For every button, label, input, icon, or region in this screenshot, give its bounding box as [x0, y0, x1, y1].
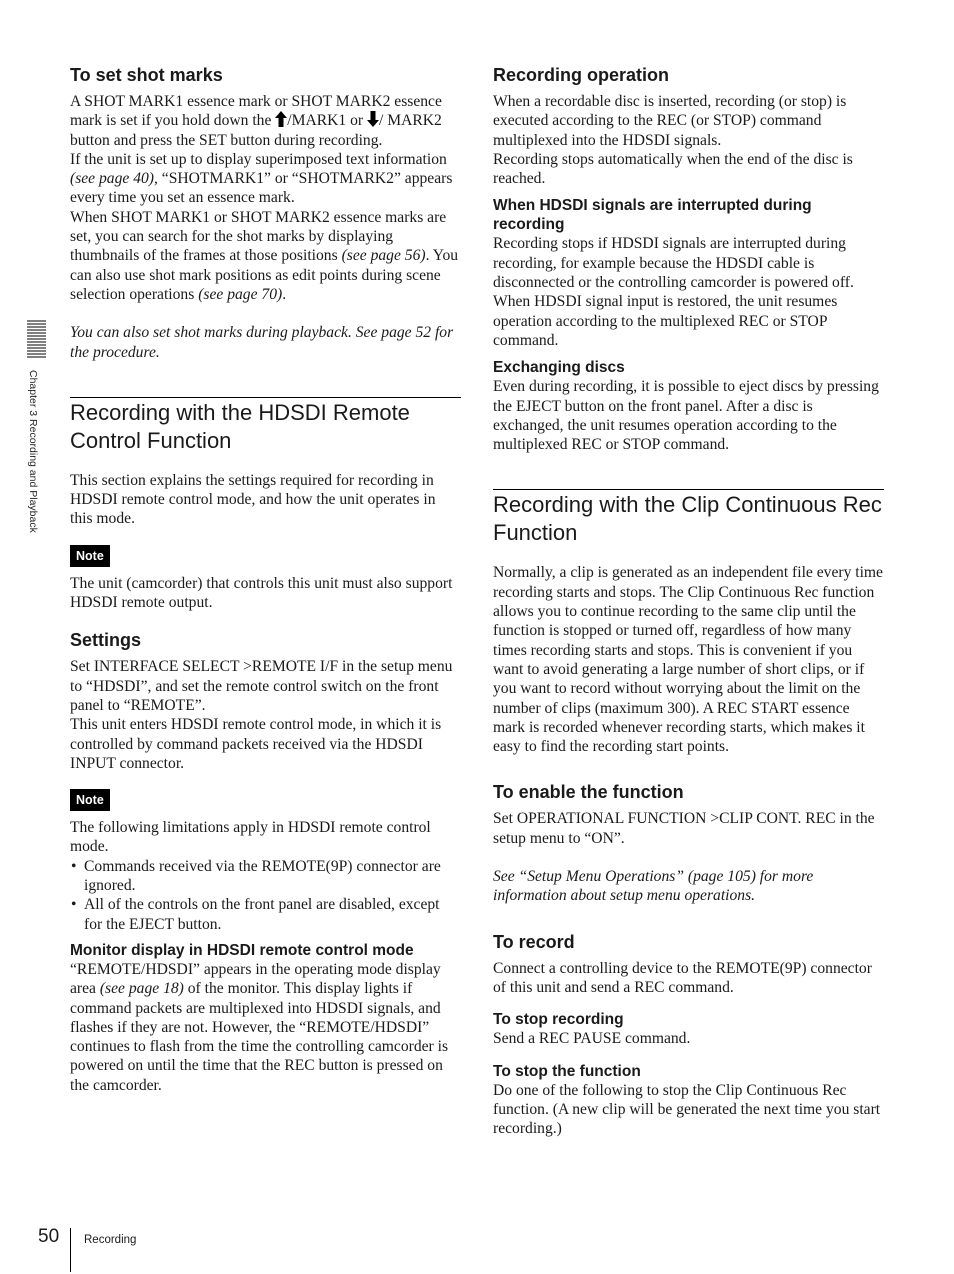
shot-marks-paragraph-1: [70, 92, 461, 150]
page-ref-70: (see page 70): [198, 285, 283, 303]
shot-marks-italic-text: You can also set shot marks during playback. See page 52 for the procedure.: [70, 324, 454, 361]
shot-marks-heading: To set shot marks: [70, 65, 223, 85]
shot-marks-paragraph-2: [70, 150, 461, 208]
note-badge: Note: [70, 545, 110, 567]
shot-marks-paragraph-3: [70, 208, 461, 304]
settings-paragraph-1: Set INTERFACE SELECT >REMOTE I/F in the setup menu to “HDSDI”, and set the remote control switch on the front panel to “REMOTE”.: [70, 658, 453, 714]
note-block-2: [70, 789, 461, 811]
shot-marks-p1-text-a: A SHOT MARK1 essence mark or SHOT MARK2 essence mark is set if you hold down the: [70, 93, 442, 130]
stop-recording-paragraph: Send a REC PAUSE command.: [493, 1030, 691, 1048]
note-block-1: [70, 545, 461, 567]
clip-continuous-section-heading: [493, 489, 884, 547]
arrow-up-icon: [275, 111, 287, 127]
shot-marks-p1-text-c: / MARK2 button and press the SET button during recording.: [70, 112, 442, 149]
page-ref-56: (see page 56): [341, 247, 426, 265]
enable-function-heading: To enable the function: [493, 782, 684, 803]
shot-marks-p1-text-b: /MARK1 or: [287, 112, 368, 130]
hdsdi-intro: This section explains the settings required for recording in HDSDI remote control mode, and how the unit operates in this mode.: [70, 471, 436, 528]
monitor-text-a: “REMOTE/HDSDI” appears in the operating mode display area: [70, 960, 441, 998]
stop-function-paragraph: Do one of the following to stop the Clip Continuous Rec function. (A new clip will be generated the next time you start recording.): [493, 1081, 881, 1138]
to-record-heading: To record: [493, 931, 575, 952]
shot-marks-italic-note: [70, 323, 461, 362]
note-badge: Note: [70, 789, 110, 811]
settings-heading: Settings: [70, 630, 142, 651]
interrupted-paragraph-2: When HDSDI signal input is restored, the unit resumes operation according to the multiplexed REC or STOP command.: [493, 293, 838, 349]
arrow-down-icon: [367, 111, 379, 127]
right-column: [493, 62, 884, 1138]
clip-continuous-intro: Normally, a clip is generated as an independent file every time recording starts and stops. The Clip Continuous Rec function allows you to continue recording to the same clip until the function is stopped or turned off, regardless of how many times recording starts and stops. This is convenient if you want to avoid generating a large number of short clips, or if you want to record without worrying about the limit on the number of clips (maximum 300). A REC START essence mark is recorded whenever recording starts, which makes it easy to find the recording start points.: [493, 564, 883, 756]
note-1-text: The unit (camcorder) that controls this unit must also support HDSDI remote output.: [70, 574, 453, 612]
settings-paragraph-2: This unit enters HDSDI remote control mode, in which it is controlled by command packets received via the HDSDI INPUT connector.: [70, 716, 442, 772]
monitor-display-paragraph: [70, 960, 461, 1095]
monitor-text-b: of the monitor. This display lights if command packets are multiplexed into HDSDI signals, and flashes if they are not. However, the “REMOTE/HDSDI” continues to flash from the time the controlling camcorder is powered on until the time that the REC button is pressed on the camcorder.: [70, 980, 449, 1094]
to-record-paragraph: Connect a controlling device to the REMOTE(9P) connector of this unit and send a REC command.: [493, 959, 872, 996]
recording-operation-paragraph-1: When a recordable disc is inserted, recording (or stop) is executed according to the REC (or STOP) command multiplexed into the HDSDI signals.: [493, 93, 847, 149]
stop-recording-heading: To stop recording: [493, 1011, 624, 1029]
limitations-list: [70, 857, 461, 934]
chapter-side-label: Chapter 3 Recording and Playback: [27, 370, 39, 533]
shot-marks-p2-text-a: If the unit is set up to display superimposed text information: [70, 150, 447, 168]
left-column: [70, 62, 461, 1095]
hdsdi-section-heading: [70, 397, 461, 455]
recording-operation-paragraph-2: Recording stops automatically when the end of the disc is reached.: [493, 150, 853, 188]
list-item: • Commands received via the REMOTE(9P) connector are ignored.: [70, 857, 461, 896]
page-ref-18: (see page 18): [99, 980, 184, 998]
stop-function-heading: To stop the function: [493, 1062, 641, 1080]
interrupted-paragraph-1: Recording stops if HDSDI signals are interrupted during recording, for example because the HDSDI cable is disconnected or the controlling camcorder is powered off.: [493, 235, 854, 292]
footer-divider: [70, 1228, 71, 1272]
page-number: 50: [38, 1226, 60, 1247]
shot-marks-p3-text-c: .: [282, 285, 287, 303]
interrupted-heading: When HDSDI signals are interrupted during recording: [493, 197, 812, 234]
footer-section-label: Recording: [84, 1234, 137, 1246]
recording-operation-heading: Recording operation: [493, 65, 670, 85]
shot-marks-p2-text-b: , “SHOTMARK1” or “SHOTMARK2” appears every time you set an essence mark.: [70, 170, 453, 207]
note-2-intro: The following limitations apply in HDSDI remote control mode.: [70, 819, 431, 856]
chapter-tab-marker: [27, 320, 46, 360]
exchanging-discs-paragraph: Even during recording, it is possible to eject discs by pressing the EJECT button on the front panel. After a disc is exchanged, the unit resumes operation according to the multiplexed REC or STOP command.: [493, 378, 879, 454]
clip-continuous-heading-text: Recording with the Clip Continuous Rec Function: [493, 492, 882, 546]
hdsdi-section-heading-text: Recording with the HDSDI Remote Control Function: [70, 399, 410, 453]
list-item: • All of the controls on the front panel are disabled, except for the EJECT button.: [70, 895, 461, 934]
exchanging-discs-heading: Exchanging discs: [493, 359, 625, 377]
enable-function-paragraph: Set OPERATIONAL FUNCTION >CLIP CONT. REC in the setup menu to “ON”.: [493, 810, 875, 847]
monitor-display-heading: Monitor display in HDSDI remote control mode: [70, 941, 414, 959]
shot-marks-p3-text-a: When SHOT MARK1 or SHOT MARK2 essence marks are set, you can search for the shot marks by displaying thumbnails of the frames at those positions: [70, 208, 447, 265]
page-ref-40: (see page 40): [70, 170, 154, 188]
setup-menu-reference: See “Setup Menu Operations” (page 105) for more information about setup menu operations.: [493, 868, 814, 905]
enable-function-note: [493, 867, 884, 906]
shot-marks-p3-text-b: . You can also use shot mark positions as edit points during scene selection operations: [70, 247, 459, 303]
